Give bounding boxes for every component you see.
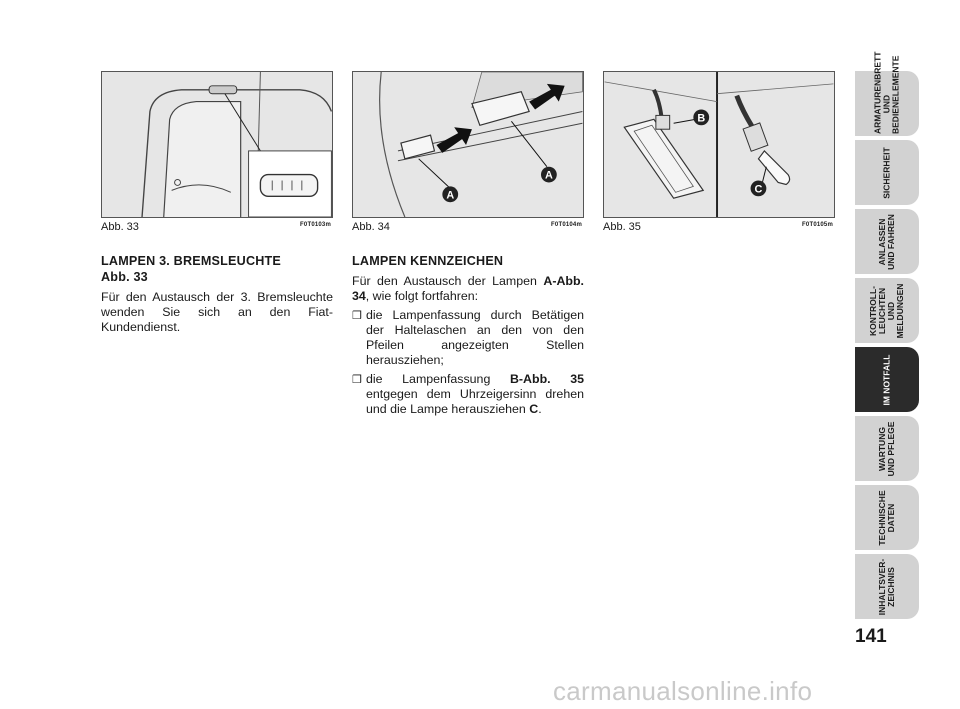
tab-kontrollleuchten[interactable]: KONTROLL- LEUCHTEN UND MELDUNGEN [855, 278, 919, 343]
section-brake-light-text: Für den Austausch der 3. Bremsleuchte wenden Sie sich an den Fiat-Kundendienst. [101, 290, 333, 334]
figure-35-code: F0T0105m [802, 222, 833, 228]
figure-33-code: F0T0103m [300, 222, 331, 228]
svg-text:A: A [446, 189, 455, 202]
callout-a-left [442, 186, 458, 202]
figure-34-image [352, 71, 584, 218]
callout-b [693, 109, 709, 125]
callout-c [751, 181, 767, 197]
section-brake-light-heading: LAMPEN 3. BREMSLEUCHTE Abb. 33 [101, 254, 282, 284]
tab-inhaltsverzeichnis[interactable]: INHALTSVER- ZEICHNIS [855, 554, 919, 619]
checkbox-bullet-icon: ❒ [352, 374, 362, 386]
tab-technische-daten[interactable]: TECHNISCHE DATEN [855, 485, 919, 550]
figure-34-caption [352, 221, 584, 235]
figure-34-label: Abb. 34 [352, 221, 390, 233]
tab-wartung[interactable]: WARTUNG UND PFLEGE [855, 416, 919, 481]
list-item: ❒ die Lampenfassung durch Betätigen der Haltelaschen an den von den Pfeilen angezeigten Stellen herausziehen; [352, 308, 584, 367]
section-brake-light [101, 253, 333, 335]
section-license-plate-heading: LAMPEN KENNZEICHEN [352, 254, 504, 268]
tab-anlassen[interactable]: ANLASSEN UND FAHREN [855, 209, 919, 274]
svg-text:C: C [754, 183, 763, 196]
svg-text:A: A [544, 169, 553, 182]
checkbox-bullet-icon: ❒ [352, 310, 362, 322]
tab-sicherheit[interactable]: SICHERHEIT [855, 140, 919, 205]
section-license-plate-intro: Für den Austausch der Lampen A-Abb. 34, wie folgt fortfahren: [352, 274, 584, 303]
figure-33-label: Abb. 33 [101, 221, 139, 233]
figure-33-image [101, 71, 333, 218]
license-plate-lamp-illustration [353, 72, 583, 217]
figure-34-code: F0T0104m [551, 222, 582, 228]
figure-33-caption [101, 221, 333, 235]
tab-im-notfall[interactable]: IM NOTFALL [855, 347, 919, 412]
tab-armaturenbrett[interactable]: ARMATURENBRETT UND BEDIENELEMENTE [855, 71, 919, 136]
figure-35-caption [603, 221, 835, 235]
svg-text:B: B [697, 112, 706, 125]
lamp-socket-illustration [604, 72, 834, 217]
figure-35-image [603, 71, 835, 218]
page-number: 141 [855, 626, 887, 647]
callout-a-right [541, 167, 557, 183]
list-item: ❒ die Lampenfassung B-Abb. 35 entgegen dem Uhrzeigersinn drehen und die Lampe herausziehen C. [352, 372, 584, 416]
watermark: carmanualsonline.info [553, 676, 813, 706]
section-license-plate [352, 253, 584, 417]
rear-door-illustration [102, 72, 332, 217]
figure-35-label: Abb. 35 [603, 221, 641, 233]
